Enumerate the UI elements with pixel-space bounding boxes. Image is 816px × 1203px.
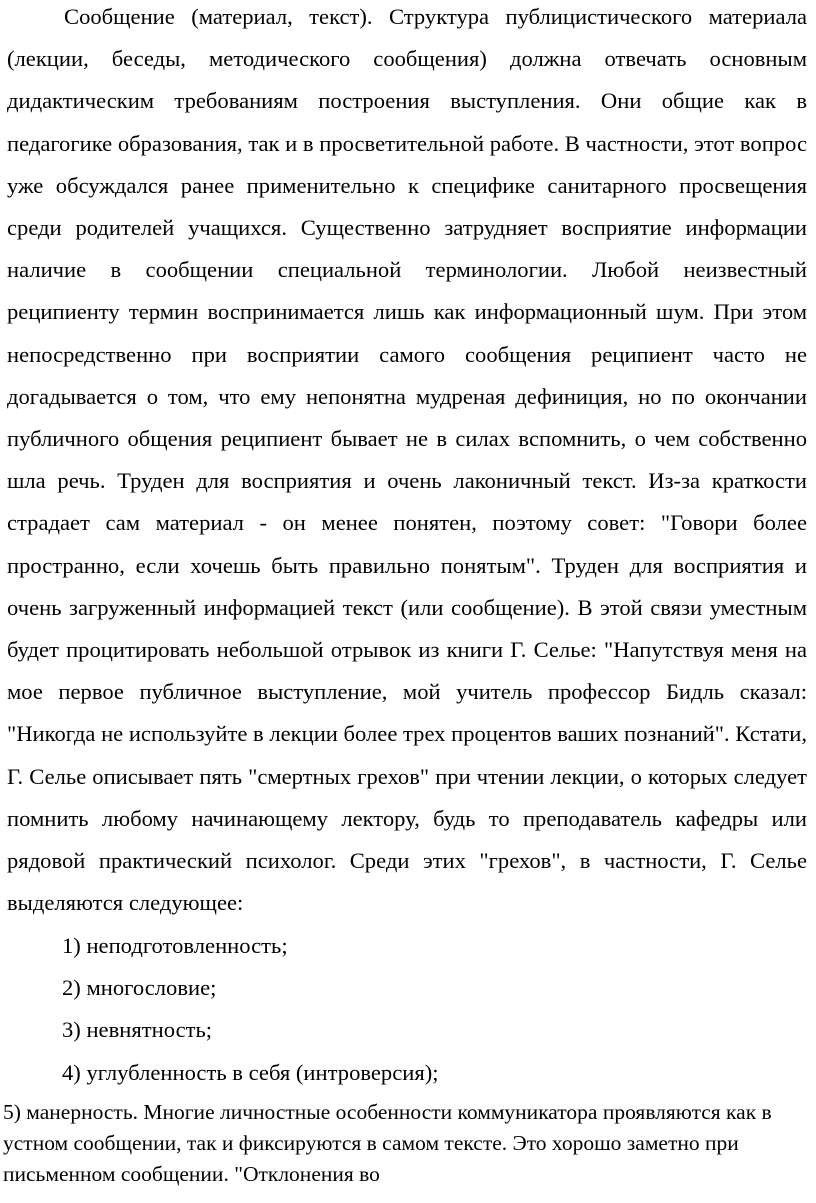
- list-item: 4) углубленность в себя (интроверсия);: [62, 1059, 439, 1085]
- tail-paragraph: 5) манерность. Многие личностные особенности коммуникатора проявляются как в устном сообщении, так и фиксируются в самом тексте. Это хорошо заметно при письменном сообщении. "Отклонения во: [3, 1100, 772, 1186]
- list-item: 2) многословие;: [62, 975, 217, 1001]
- sins-list: [62, 925, 439, 1094]
- list-item: 1) неподготовленность;: [62, 933, 288, 958]
- list-item: 3) невнятность;: [62, 1017, 213, 1043]
- main-paragraph: Сообщение (материал, текст). Структура публицистического материала (лекции, беседы, методического сообщения) должна отвечать основным дидактическим требованиям построения выступления. Они общие как в педагогике образования, так и в просветительной работе. В частности, этот вопрос уже обсуждался ранее применительно к специфике санитарного просвещения среди родителей учащихся. Существенно затрудняет восприятие информации наличие в сообщении специальной терминологии. Любой неизвестный реципиенту термин воспринимается лишь как информационный шум. При этом непосредственно при восприятии самого сообщения реципиент часто не догадывается о том, что ему непонятна мудреная дефиниция, но по окончании публичного общения реципиент бывает не в силах вспомнить, о чем собственно шла речь. Труден для восприятия и очень лаконичный текст. Из-за краткости страдает сам материал - он менее понятен, поэтому совет: "Говори более пространно, если хочешь быть правильно понятым". Труден для восприятия и очень загруженный информацией текст (или сообщение). В этой связи уместным будет процитировать небольшой отрывок из книги Г. Селье: "Напутствуя меня на мое первое публичное выступление, мой учитель профессор Бидль сказал: "Никогда не используйте в лекции более трех процентов ваших познаний". Кстати, Г. Селье описывает пять "смертных грехов" при чтении лекции, о которых следует помнить любому начинающему лектору, будь то преподаватель кафедры или рядовой практический психолог. Среди этих "грехов", в частности, Г. Селье выделяются следующее:: [7, 4, 808, 916]
